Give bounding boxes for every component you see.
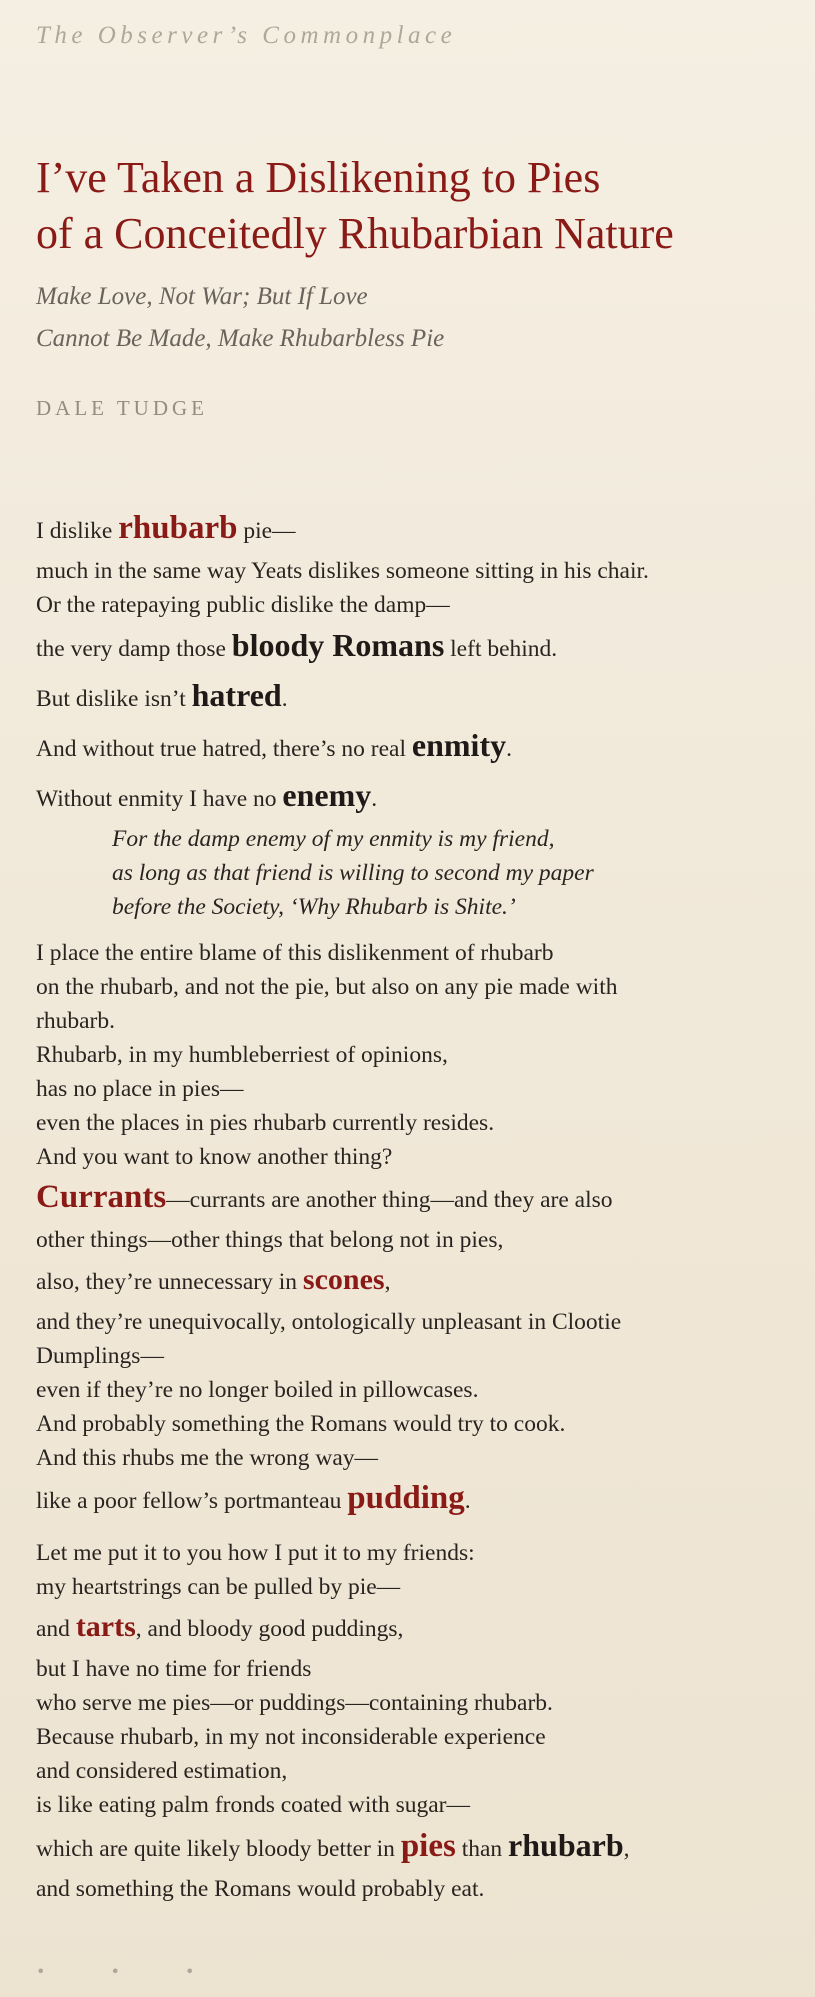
stanza-1 <box>36 505 806 822</box>
masthead: The Observer’s Commonplace <box>36 22 457 49</box>
poem-line: has no place in pies— <box>36 1076 244 1102</box>
line-text: But dislike isn’t <box>36 686 192 712</box>
poem-line <box>36 505 806 554</box>
poem-line: I place the entire blame of this dislikenment of rhubarb <box>36 940 554 966</box>
indented-quote <box>112 822 806 924</box>
line-text: And without true hatred, there’s no real <box>36 736 412 762</box>
quote-line: as long as that friend is willing to second my paper <box>112 860 594 886</box>
subtitle-line-2: Cannot Be Made, Make Rhubarbless Pie <box>36 325 445 352</box>
poem-line: on the rhubarb, and not the pie, but also on any pie made with <box>36 974 618 1000</box>
line-text: pie— <box>237 518 296 544</box>
emphasis-word: tarts <box>75 1610 136 1643</box>
emphasis-word: pudding <box>347 1480 465 1516</box>
poem-line: Dumplings— <box>36 1343 164 1369</box>
stanza-2 <box>36 936 806 1524</box>
stanza-gap <box>36 1524 806 1536</box>
poem-line <box>36 1475 806 1524</box>
line-text: —currants are another thing—and they are also <box>166 1187 613 1213</box>
line-text: . <box>464 1488 471 1514</box>
poem-line: Let me put it to you how I put it to my friends: <box>36 1540 475 1566</box>
quote-line: For the damp enemy of my enmity is my friend, <box>112 826 555 852</box>
line-text: I dislike <box>36 518 119 544</box>
poem-line: and considered estimation, <box>36 1758 288 1784</box>
line-text: which are quite likely bloody better in <box>36 1836 401 1862</box>
poem-line: and something the Romans would probably eat. <box>36 1876 485 1902</box>
page-title <box>36 150 796 262</box>
line-text: and <box>36 1616 76 1642</box>
poem-line: who serve me pies—or puddings—containing rhubarb. <box>36 1690 553 1716</box>
line-text: Without enmity I have no <box>36 786 283 812</box>
poem-line: even the places in pies rhubarb currently resides. <box>36 1110 495 1136</box>
poem-line: Because rhubarb, in my not inconsiderable experience <box>36 1724 546 1750</box>
emphasis-word: enemy <box>282 777 372 813</box>
title-line-1: I’ve Taken a Dislikening to Pies <box>36 153 601 202</box>
poem-line: rhubarb. <box>36 1008 115 1034</box>
emphasis-word: Currants <box>36 1179 167 1215</box>
line-text: like a poor fellow’s portmanteau <box>36 1488 348 1514</box>
emphasis-word: enmity <box>411 727 507 763</box>
poem-line: even if they’re no longer boiled in pillowcases. <box>36 1377 479 1403</box>
subtitle-line-1: Make Love, Not War; But If Love <box>36 283 368 310</box>
poem-line <box>36 772 806 822</box>
emphasis-word: pies <box>400 1828 456 1864</box>
line-text: also, they’re unnecessary in <box>36 1269 303 1295</box>
poem-line <box>36 1822 806 1872</box>
poem-body <box>36 505 806 1906</box>
poem-line: And you want to know another thing? <box>36 1144 393 1170</box>
line-text: . <box>506 736 512 762</box>
line-text: . <box>371 786 378 812</box>
emphasis-word: rhubarb <box>508 1827 624 1863</box>
emphasis-word: rhubarb <box>118 510 238 546</box>
line-text: , and bloody good puddings, <box>135 1616 404 1642</box>
title-line-2: of a Conceitedly Rhubarbian Nature <box>36 209 674 258</box>
poem-line: And this rhubs me the wrong way— <box>36 1445 379 1471</box>
line-text: the very damp those <box>36 636 232 662</box>
poem-line: Or the ratepaying public dislike the damp— <box>36 592 450 618</box>
poem-line: my heartstrings can be pulled by pie— <box>36 1574 401 1600</box>
poem-line <box>36 1174 806 1223</box>
stanza-gap <box>36 924 806 936</box>
poem-line: is like eating palm fronds coated with sugar— <box>36 1792 470 1818</box>
poem-line <box>36 672 806 722</box>
poem-line: and they’re unequivocally, ontologically unpleasant in Clootie <box>36 1309 622 1335</box>
author-byline: DALE TUDGE <box>36 396 209 420</box>
subtitle <box>36 276 444 360</box>
line-text: left behind. <box>444 636 558 662</box>
footer-ornament: • • • <box>36 1962 225 1981</box>
emphasis-word: scones <box>302 1263 385 1296</box>
poem-line: other things—other things that belong not in pies, <box>36 1227 504 1253</box>
stanza-3 <box>36 1536 806 1906</box>
poem-line: much in the same way Yeats dislikes someone sitting in his chair. <box>36 558 649 584</box>
line-text: . <box>281 686 288 712</box>
line-text: , <box>384 1269 391 1295</box>
poem-line <box>36 1604 806 1652</box>
quote-line: before the Society, ‘Why Rhubarb is Shite.’ <box>112 894 516 920</box>
poem-line <box>36 622 806 672</box>
poem-line <box>36 722 806 772</box>
line-text: , <box>623 1836 630 1862</box>
poem-line: but I have no time for friends <box>36 1656 312 1682</box>
poem-line <box>36 1257 806 1305</box>
poem-line: Rhubarb, in my humbleberriest of opinions, <box>36 1042 448 1068</box>
emphasis-word: hatred <box>191 677 282 713</box>
emphasis-word: bloody Romans <box>231 627 445 663</box>
poem-line: And probably something the Romans would try to cook. <box>36 1411 566 1437</box>
line-text: than <box>455 1836 509 1862</box>
